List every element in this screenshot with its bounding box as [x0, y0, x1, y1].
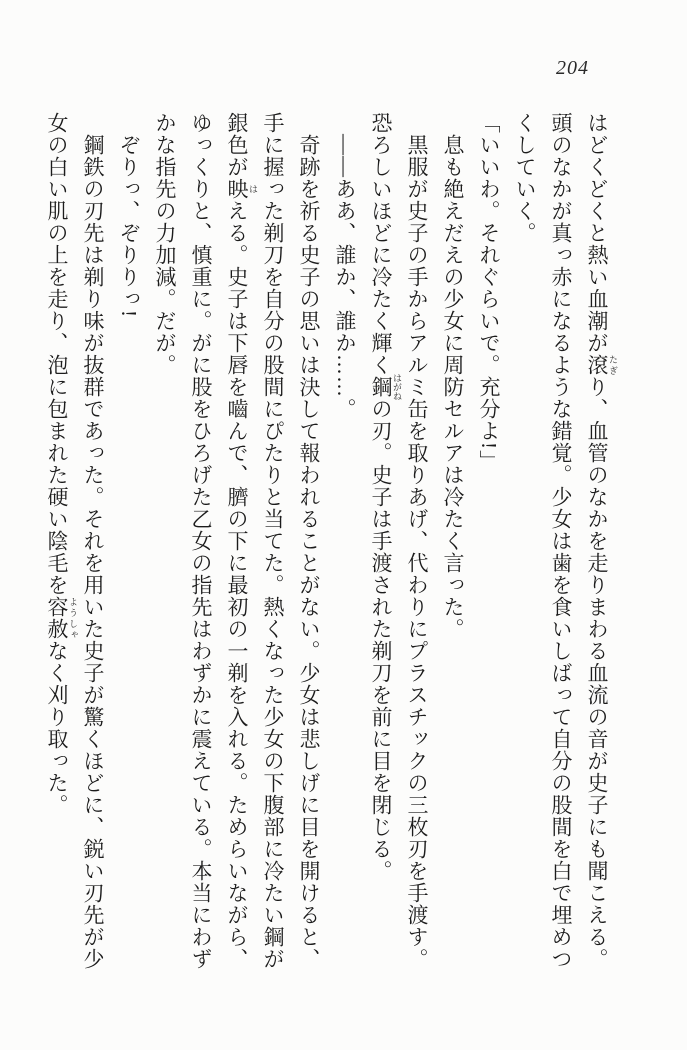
- paragraph: はどくどくと熱い血潮が滾 たぎり、血管のなかを走りまわる血流の音が史子にも聞こえる。頭のなかが真っ赤になるような錯覚。少女は歯を食いしばって自分の股間を白で埋めつくしていく。: [513, 112, 618, 970]
- paragraph: 奇跡を祈る史子の思いは決して報われることがない。少女は悲しげに目を開けると、手に握った剃刀を自分の股間にぴたりと当てた。熱くなった少女の下腹部に冷たい鋼が銀色が映 はえる。史子は下唇を嚙んで、臍の下に最初の一剃を入れる。ためらいながら、ゆっくりと、慎重に。がに股をひろげた乙女の指先はわずかに震えている。本当にわずかな指先の力加減。だが。: [153, 112, 321, 970]
- paragraph: ――ああ、誰か、誰か……。: [333, 134, 357, 420]
- furigana-annotated-text: 容赦 ようしゃ: [45, 596, 78, 640]
- furigana-annotated-text: 映 は: [225, 178, 258, 200]
- paragraph: 鋼鉄の刃先は剃り味が抜群であった。それを用いた史子が驚くほどに、鋭い刃先が少女の白い肌の上を走り、泡に包まれた硬い陰毛を容赦 ようしゃなく刈り取った。: [45, 112, 105, 970]
- paragraph: 息も絶えだえの少女に周防セルアは冷たく言った。: [441, 134, 465, 640]
- page-number: 204: [556, 57, 589, 79]
- paragraph: 「いいわ。それぐらいで。充分よ!」: [477, 112, 501, 472]
- paragraph: 黒服が史子の手からアルミ缶を取りあげ、代わりにプラスチックの三枚刃を手渡す。恐ろしいほどに冷たく輝く鋼 はがねの刃。史子は手渡された剃刀を前に目を閉じる。: [369, 112, 429, 970]
- vertical-text-block: [39, 112, 618, 972]
- furigana-annotated-text: 鋼 はがね: [369, 373, 402, 401]
- furigana-annotated-text: 滾 たぎ: [585, 354, 618, 376]
- paragraph: ぞりっ、ぞりりっ!: [117, 134, 141, 318]
